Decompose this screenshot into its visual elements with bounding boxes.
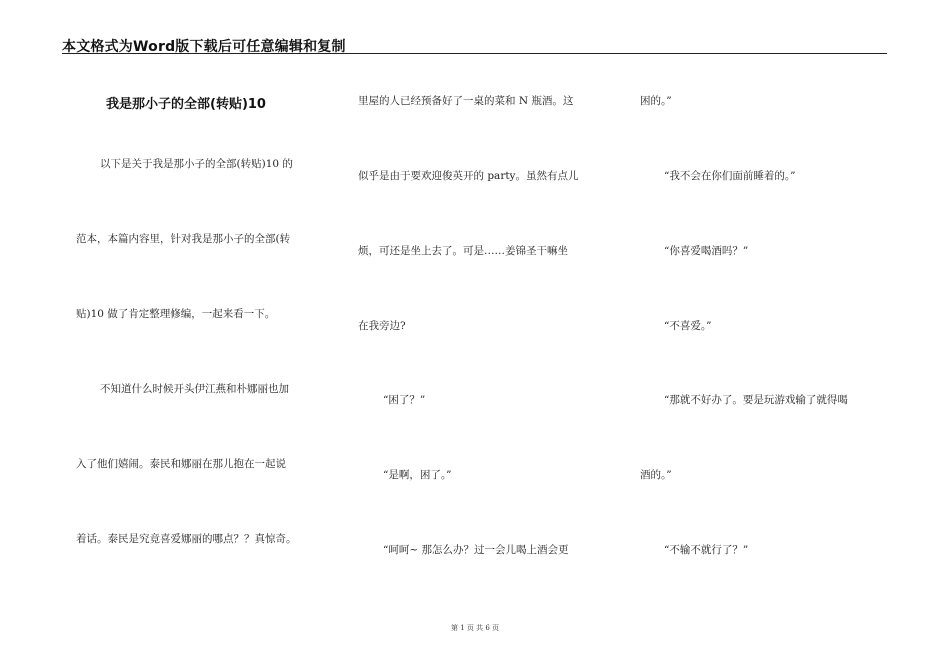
header-divider <box>62 53 887 54</box>
col2-line-3: 烦，可还是坐上去了。可是……姜锦圣干嘛坐 <box>358 245 568 257</box>
col2-line-1: 里屋的人已经预备好了一桌的菜和 N 瓶酒。这 <box>358 95 574 107</box>
col1-line-5: 入了他们嬉闹。泰民和娜丽在那儿抱在一起说 <box>76 458 286 470</box>
col1-line-4: 不知道什么时候开头伊江燕和朴娜丽也加 <box>100 383 289 395</box>
col3-line-3: “你喜爱喝酒吗？” <box>664 245 749 257</box>
col1-line-6: 着话。泰民是究竟喜爱娜丽的哪点？？真惊奇。 <box>76 533 297 545</box>
col1-line-2: 范本，本篇内容里，针对我是那小子的全部(转 <box>76 233 291 245</box>
col3-line-4: “不喜爱。” <box>664 320 712 332</box>
article-title: 我是那小子的全部(转贴)10 <box>106 97 266 112</box>
col3-line-1: 困的。” <box>640 95 672 107</box>
page-number: 第 1 页 共 6 页 <box>450 624 500 632</box>
document-header: 本文格式为Word版下载后可任意编辑和复制 <box>62 39 346 55</box>
col2-line-7: “呵呵~ 那怎么办？过一会儿喝上酒会更 <box>383 544 569 556</box>
col3-line-6: 酒的。” <box>640 469 672 481</box>
col2-line-6: “是啊，困了。” <box>383 469 452 481</box>
col3-line-5: “那就不好办了。要是玩游戏输了就得喝 <box>664 394 848 406</box>
col2-line-2: 似乎是由于要欢迎俊英开的 party。虽然有点儿 <box>358 170 579 182</box>
col2-line-5: “困了？” <box>383 394 426 406</box>
col3-line-2: “我不会在你们面前睡着的。” <box>664 170 796 182</box>
col1-line-3: 贴)10 做了肯定整理修编，一起来看一下。 <box>76 308 276 320</box>
col3-line-7: “不输不就行了？” <box>664 544 749 556</box>
col2-line-4: 在我旁边? <box>358 320 406 332</box>
col1-line-1: 以下是关于我是那小子的全部(转贴)10 的 <box>100 158 293 170</box>
